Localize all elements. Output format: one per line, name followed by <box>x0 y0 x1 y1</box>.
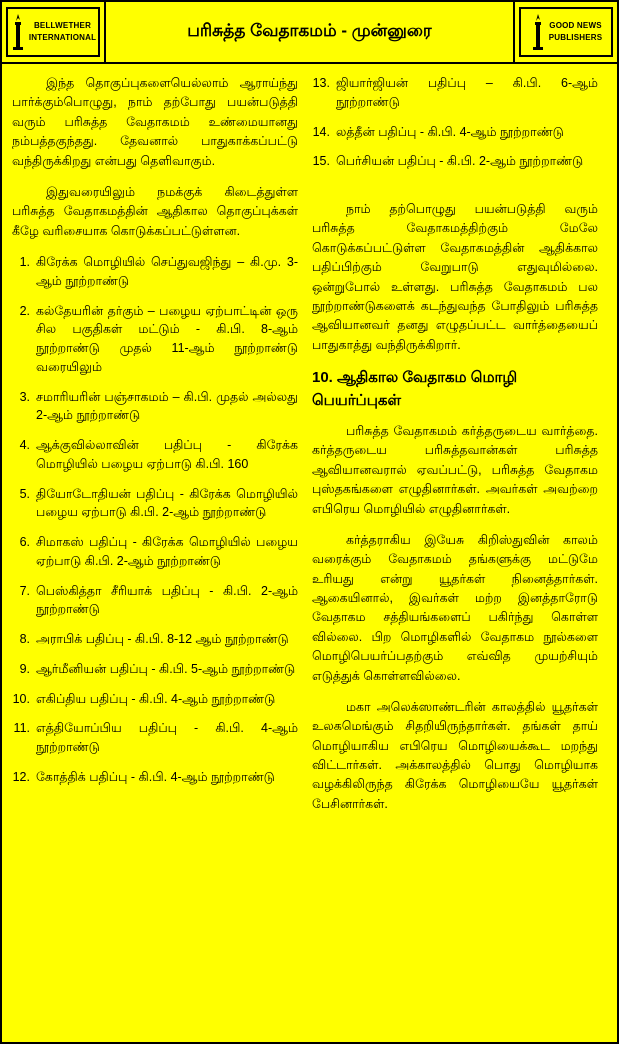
list-item-number: 6. <box>19 535 30 549</box>
list-item-number: 4. <box>19 438 30 452</box>
list-item <box>12 630 298 649</box>
list-item <box>12 436 298 474</box>
paragraph: கர்த்தராகிய இயேசு கிறிஸ்துவின் காலம் வரைக்கும் வேதாகமம் தங்களுக்கு மட்டுமே உரியது என்று யூதர்கள் நினைத்தார்கள். ஆகையினால், இவர்கள் மற்ற இனத்தாரோடு வேதாகம சத்தியங்களைப் பகிர்ந்து கொள்ள வில்லை. பிற மொழிகளில் வேதாகம நூல்களை மொழிபெயர்ப்பதற்கும் எவ்வித முயற்சியும் எடுத்துக் கொள்ளவில்லை. <box>312 532 598 683</box>
paragraph: இதுவரையிலும் நமக்குக் கிடைத்துள்ள பரிசுத்த வேதாகமத்தின் ஆதிகால தொகுப்புக்கள் கீழே வரிசையாக கொடுக்கப்பட்டுள்ளன. <box>12 184 298 238</box>
list-item-label: சமாரியரின் பஞ்சாகமம் – கி.பி. முதல் அல்லது 2-ஆம் நூற்றாண்டு <box>36 389 298 423</box>
list-item-number: 15. <box>312 154 330 169</box>
list-item-label: அராபிக் பதிப்பு - கி.பி. 8-12 ஆம் நூற்றாண்டு <box>36 632 289 646</box>
list-item <box>312 74 598 112</box>
page-header <box>2 2 617 64</box>
paragraph: இந்த தொகுப்புகளையெல்லாம் ஆராய்ந்து பார்க்கும்பொழுது, நாம் தற்போது பயன்படுத்தி வரும் பரிசுத்த வேதாகமம் உண்மையானது நம்பத்தகுந்தது. தேவனால் பாதுகாக்கப்பட்டு வந்திருக்கிறது என்பது தெளிவாகும். <box>12 76 298 168</box>
section-heading: 10. ஆதிகால வேதாகம மொழி பெயர்ப்புகள் <box>312 369 518 409</box>
list-item-number: 10. <box>12 691 30 706</box>
left-column <box>12 74 298 1042</box>
list-item <box>12 660 298 679</box>
list-item-label: கிரேக்க மொழியில் செப்துவஜிந்து – கி.மு. 3-ஆம் நூற்றாண்டு <box>36 255 298 288</box>
list-item <box>12 485 298 523</box>
paragraph: பரிசுத்த வேதாகமம் கர்த்தருடைய வார்த்தை. கர்த்தருடைய பரிசுத்தவான்கள் பரிசுத்த ஆவியானவரால் ஏவப்பட்டு, பரிசுத்த வேதாகம புஸ்தகங்களை எழுதினார்கள். அவர்கள் அவற்றை எபிரெய மொழியில் எழுதினார்கள். <box>312 424 598 516</box>
list-item <box>12 533 298 571</box>
list-item-label: எகிப்திய பதிப்பு - கி.பி. 4-ஆம் நூற்றாண்டு <box>36 691 276 706</box>
torch-emblem-icon <box>10 13 26 51</box>
torch-emblem-icon <box>530 13 546 51</box>
logo-left-line1: BELLWETHER <box>33 21 92 31</box>
ancient-manuscripts-list-left <box>12 253 298 787</box>
paragraph: நாம் தற்பொழுது பயன்படுத்தி வரும் பரிசுத்த வேதாகமத்திற்கும் மேலே கொடுக்கப்பட்டுள்ள வேதாகமத்தின் ஆதிக்கால பதிப்பிற்கும் வேறுபாடு எதுவுமில்லை. ஒன்றுபோல் உள்ளது. பரிசுத்த வேதாகமம் பல நூற்றாண்டுகளைக் கடந்துவந்த போதிலும் பரிசுத்த ஆவியானவர் தனது எழுதப்பட்ட வார்த்தையைப் பாதுகாத்து வந்திருக்கிறார். <box>312 202 598 352</box>
ancient-manuscripts-list-right <box>312 74 598 171</box>
list-item <box>312 123 598 142</box>
publisher-logo-left <box>2 2 106 62</box>
list-item-label: தியோடோதியன் பதிப்பு - கிரேக்க மொழியில் பழைய ஏற்பாடு கி.பி. 2-ஆம் நூற்றாண்டு <box>36 486 298 520</box>
list-item-label: லத்தீன் பதிப்பு - கி.பி. 4-ஆம் நூற்றாண்டு <box>336 124 564 139</box>
list-item-label: பெர்சியன் பதிப்பு - கி.பி. 2-ஆம் நூற்றாண்டு <box>336 154 584 169</box>
list-item-number: 5. <box>19 486 30 501</box>
list-item <box>12 388 298 426</box>
list-item-number: 8. <box>19 632 30 646</box>
logo-right-line2: PUBLISHERS <box>548 33 603 42</box>
list-item-number: 13. <box>312 76 330 90</box>
list-item-number: 12. <box>12 769 30 784</box>
logo-right-line1: GOOD NEWS <box>549 21 602 31</box>
list-item-number: 14. <box>312 124 330 139</box>
list-item-label: பெஸ்கித்தா சீரியாக் பதிப்பு - கி.பி. 2-ஆம் நூற்றாண்டு <box>36 583 298 617</box>
right-column <box>312 74 598 1042</box>
list-item <box>12 719 298 757</box>
list-item-label: ஜியார்ஜியன் பதிப்பு – கி.பி. 6-ஆம் நூற்றாண்டு <box>336 76 598 109</box>
list-item-label: ஆர்மீனியன் பதிப்பு - கி.பி. 5-ஆம் நூற்றாண்டு <box>36 661 296 676</box>
list-item-label: கல்தேயரின் தர்கும் – பழைய ஏற்பாட்டின் ஒரு சில பகுதிகள் மட்டும் - கி.பி. 8-ஆம் நூற்றாண்டு முதல் 11-ஆம் நூற்றாண்டு வரையிலும் <box>36 303 298 374</box>
list-item <box>12 690 298 709</box>
list-item <box>12 768 298 787</box>
paragraph: மகா அலெக்ஸாண்டரின் காலத்தில் யூதர்கள் உலகமெங்கும் சிதறியிருந்தார்கள். தங்கள் தாய் மொழியாகிய எபிரெய மொழியைக்கூட மறந்து விட்டார்கள். அக்காலத்தில் பொது மொழியாக வழக்கிலிருந்த கிரேக்க மொழியையே யூதர்கள் பேசினார்கள். <box>312 699 598 811</box>
list-item-label: ஆக்குவில்லாவின் பதிப்பு - கிரேக்க மொழியில் பழைய ஏற்பாடு கி.பி. 160 <box>36 438 298 471</box>
publisher-logo-right <box>513 2 617 62</box>
list-item <box>12 302 298 377</box>
list-item-number: 1. <box>19 255 30 269</box>
list-item <box>12 253 298 291</box>
logo-left-line2: INTERNATIONAL <box>28 33 97 42</box>
list-item-label: எத்தியோப்பிய பதிப்பு - கி.பி. 4-ஆம் நூற்றாண்டு <box>36 721 298 754</box>
body-columns <box>2 64 617 1042</box>
list-item-label: சிமாகஸ் பதிப்பு - கிரேக்க மொழியில் பழைய ஏற்பாடு கி.பி. 2-ஆம் நூற்றாண்டு <box>36 535 298 568</box>
list-item-number: 11. <box>13 721 30 736</box>
list-item <box>12 582 298 620</box>
list-item-label: கோத்திக் பதிப்பு - கி.பி. 4-ஆம் நூற்றாண்டு <box>36 769 275 784</box>
list-item-number: 2. <box>19 303 30 318</box>
list-item-number: 7. <box>19 583 30 598</box>
list-item-number: 9. <box>19 661 30 676</box>
list-item-number: 3. <box>19 389 30 404</box>
list-item <box>312 152 598 171</box>
page-title: பரிசுத்த வேதாகமம் - முன்னுரை <box>187 21 432 40</box>
